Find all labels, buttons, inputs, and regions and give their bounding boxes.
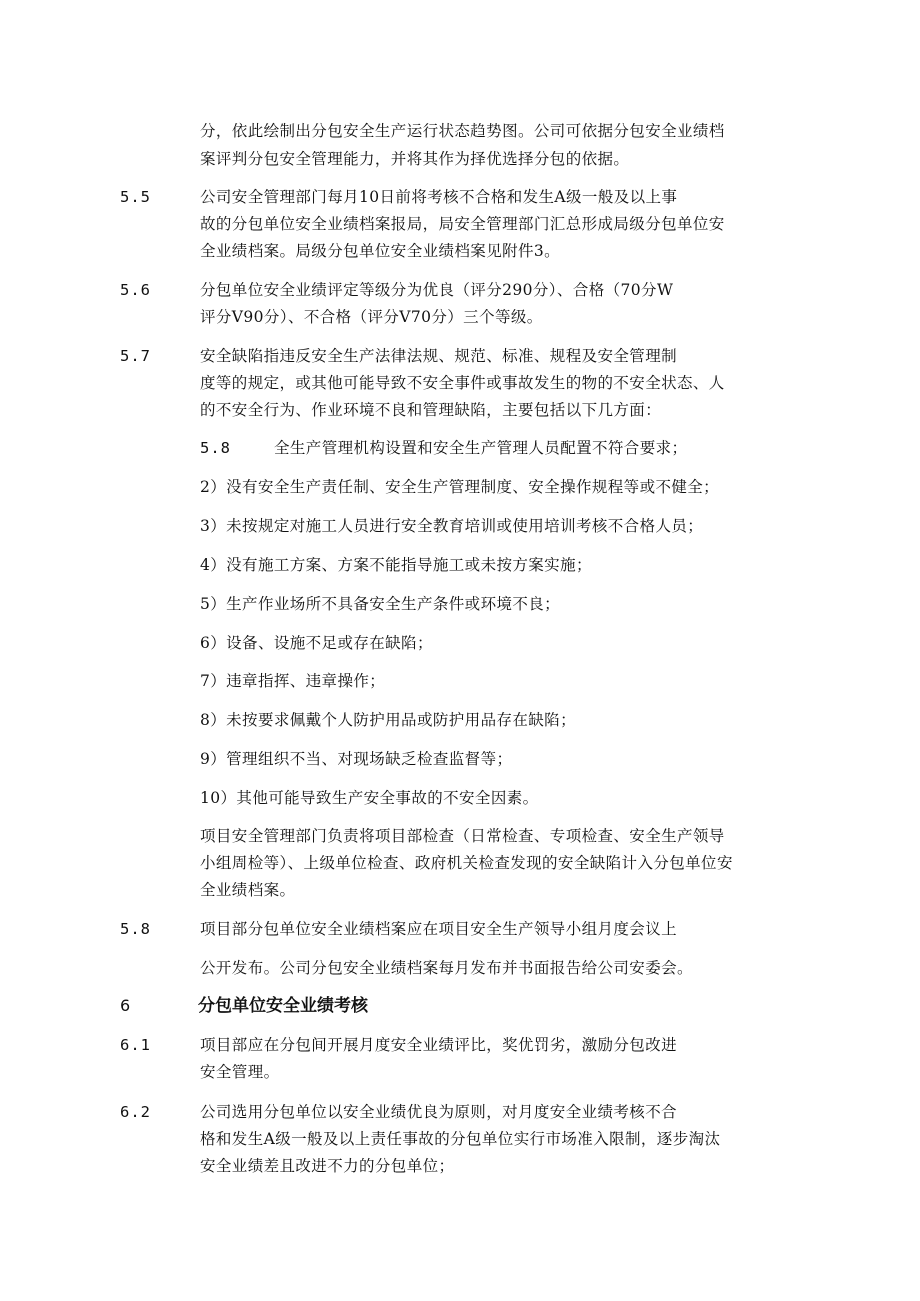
list-item: 8）未按要求佩戴个人防护用品或防护用品存在缺陷； xyxy=(200,711,576,729)
s56-line-2: 评分V90分）、不合格（评分V70分）三个等级。 xyxy=(200,308,543,326)
list-item: 7）违章指挥、违章操作； xyxy=(200,672,386,690)
s56-line-1: 分包单位安全业绩评定等级分为优良（评分290分）、合格（70分W xyxy=(200,281,674,299)
project-para-line-3: 全业绩档案。 xyxy=(200,881,296,899)
s61-line-2: 安全管理。 xyxy=(200,1063,280,1081)
list-item: 6）设备、设施不足或存在缺陷； xyxy=(200,634,433,652)
list-item: 5）生产作业场所不具备安全生产条件或环境不良； xyxy=(200,595,561,613)
list-item: 10）其他可能导致生产安全事故的不安全因素。 xyxy=(200,789,539,807)
list-item: 9）管理组织不当、对现场缺乏检查监督等； xyxy=(200,750,513,768)
section-number-6-1: 6.1 xyxy=(120,1036,151,1054)
section-number-6: 6 xyxy=(120,996,131,1015)
s57-line-2: 度等的规定，或其他可能导致不安全事件或事故发生的物的不安全状态、人 xyxy=(200,374,725,392)
sub58-text: 全生产管理机构设置和安全生产管理人员配置不符合要求； xyxy=(274,439,688,457)
intro-line-2: 案评判分包安全管理能力，并将其作为择优选择分包的依据。 xyxy=(200,150,630,168)
s62-line-3: 安全业绩差且改进不力的分包单位； xyxy=(200,1157,455,1175)
s58-line-2: 公开发布。公司分包安全业绩档案每月发布并书面报告给公司安委会。 xyxy=(200,959,693,977)
s58-line-1: 项目部分包单位安全业绩档案应在项目安全生产领导小组月度会议上 xyxy=(200,920,678,938)
intro-line-1: 分，依此绘制出分包安全生产运行状态趋势图。公司可依据分包安全业绩档 xyxy=(200,122,725,140)
project-para-line-1: 项目安全管理部门负责将项目部检查（日常检查、专项检查、安全生产领导 xyxy=(200,827,725,845)
section-number-5-7: 5.7 xyxy=(120,347,151,365)
s55-line-3: 全业绩档案。局级分包单位安全业绩档案见附件3。 xyxy=(200,242,561,260)
section-number-5-8: 5.8 xyxy=(120,920,151,938)
section-number-5-5: 5.5 xyxy=(120,188,151,206)
section-number-6-2: 6.2 xyxy=(120,1103,151,1121)
s55-line-2: 故的分包单位安全业绩档案报局，局安全管理部门汇总形成局级分包单位安 xyxy=(200,215,725,233)
section-number-5-6: 5.6 xyxy=(120,281,151,299)
sub-number-5-8: 5.8 xyxy=(200,439,231,457)
s62-line-2: 格和发生A级一般及以上责任事故的分包单位实行市场准入限制，逐步淘汰 xyxy=(200,1130,721,1148)
s57-line-3: 的不安全行为、作业环境不良和管理缺陷，主要包括以下几方面： xyxy=(200,401,662,419)
s55-line-1: 公司安全管理部门每月10日前将考核不合格和发生A级一般及以上事 xyxy=(200,188,678,206)
list-item: 3）未按规定对施工人员进行安全教育培训或使用培训考核不合格人员； xyxy=(200,517,704,535)
list-item: 2）没有安全生产责任制、安全生产管理制度、安全操作规程等或不健全； xyxy=(200,478,720,496)
list-item: 4）没有施工方案、方案不能指导施工或未按方案实施； xyxy=(200,556,592,574)
s61-line-1: 项目部应在分包间开展月度安全业绩评比，奖优罚劣，激励分包改进 xyxy=(200,1036,678,1054)
s57-line-1: 安全缺陷指违反安全生产法律法规、规范、标准、规程及安全管理制 xyxy=(200,347,678,365)
section-6-title: 分包单位安全业绩考核 xyxy=(198,996,368,1016)
project-para-line-2: 小组周检等）、上级单位检查、政府机关检查发现的安全缺陷计入分包单位安 xyxy=(200,854,733,872)
s62-line-1: 公司选用分包单位以安全业绩优良为原则，对月度安全业绩考核不合 xyxy=(200,1103,678,1121)
